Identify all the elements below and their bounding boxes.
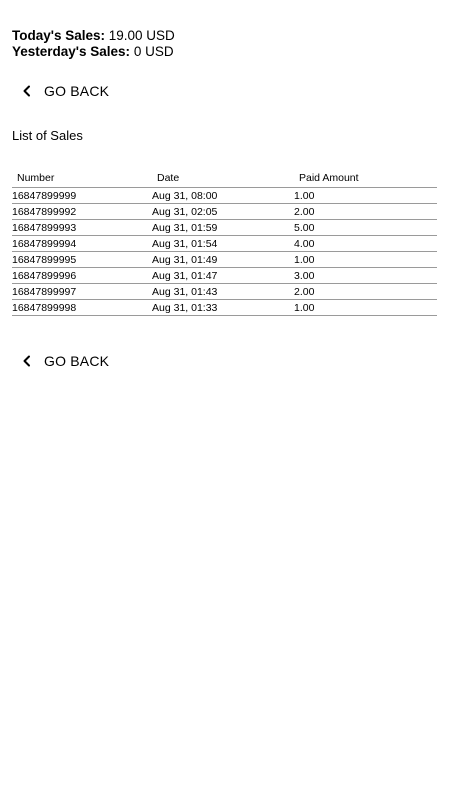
table-row (12, 268, 437, 284)
cell-amount: 1.00 (294, 252, 437, 268)
cell-amount: 1.00 (294, 300, 437, 316)
cell-date: Aug 31, 01:54 (152, 236, 294, 252)
header-number: Number (12, 168, 152, 188)
cell-amount: 3.00 (294, 268, 437, 284)
cell-number: 16847899993 (12, 220, 152, 236)
cell-amount: 2.00 (294, 284, 437, 300)
today-sales (12, 28, 175, 44)
cell-date: Aug 31, 01:33 (152, 300, 294, 316)
table-row (12, 236, 437, 252)
chevron-left-icon (20, 354, 34, 368)
go-back-button-top[interactable] (20, 80, 109, 102)
today-sales-label: Today's Sales: (12, 28, 105, 43)
table-row (12, 300, 437, 316)
list-title: List of Sales (12, 128, 83, 143)
header-date: Date (152, 168, 294, 188)
cell-number: 16847899998 (12, 300, 152, 316)
cell-amount: 1.00 (294, 188, 437, 204)
cell-date: Aug 31, 01:59 (152, 220, 294, 236)
header-paid-amount: Paid Amount (294, 168, 437, 188)
sales-table (12, 168, 437, 316)
cell-number: 16847899997 (12, 284, 152, 300)
cell-date: Aug 31, 01:47 (152, 268, 294, 284)
go-back-button-bottom[interactable] (20, 350, 109, 372)
yesterday-sales-label: Yesterday's Sales: (12, 44, 131, 59)
table-header-row (12, 168, 437, 188)
cell-date: Aug 31, 02:05 (152, 204, 294, 220)
table-row (12, 204, 437, 220)
go-back-label: GO BACK (44, 353, 110, 369)
cell-date: Aug 31, 01:43 (152, 284, 294, 300)
cell-date: Aug 31, 01:49 (152, 252, 294, 268)
cell-number: 16847899994 (12, 236, 152, 252)
cell-amount: 2.00 (294, 204, 437, 220)
cell-amount: 5.00 (294, 220, 437, 236)
table-row (12, 220, 437, 236)
cell-number: 16847899999 (12, 188, 152, 204)
yesterday-sales (12, 44, 175, 60)
sales-summary (12, 28, 175, 60)
cell-number: 16847899995 (12, 252, 152, 268)
table-row (12, 284, 437, 300)
go-back-label: GO BACK (44, 83, 110, 99)
table-row (12, 188, 437, 204)
today-sales-value: 19.00 USD (108, 28, 175, 43)
table-row (12, 252, 437, 268)
cell-number: 16847899992 (12, 204, 152, 220)
yesterday-sales-value: 0 USD (133, 44, 174, 59)
chevron-left-icon (20, 84, 34, 98)
cell-number: 16847899996 (12, 268, 152, 284)
cell-amount: 4.00 (294, 236, 437, 252)
cell-date: Aug 31, 08:00 (152, 188, 294, 204)
